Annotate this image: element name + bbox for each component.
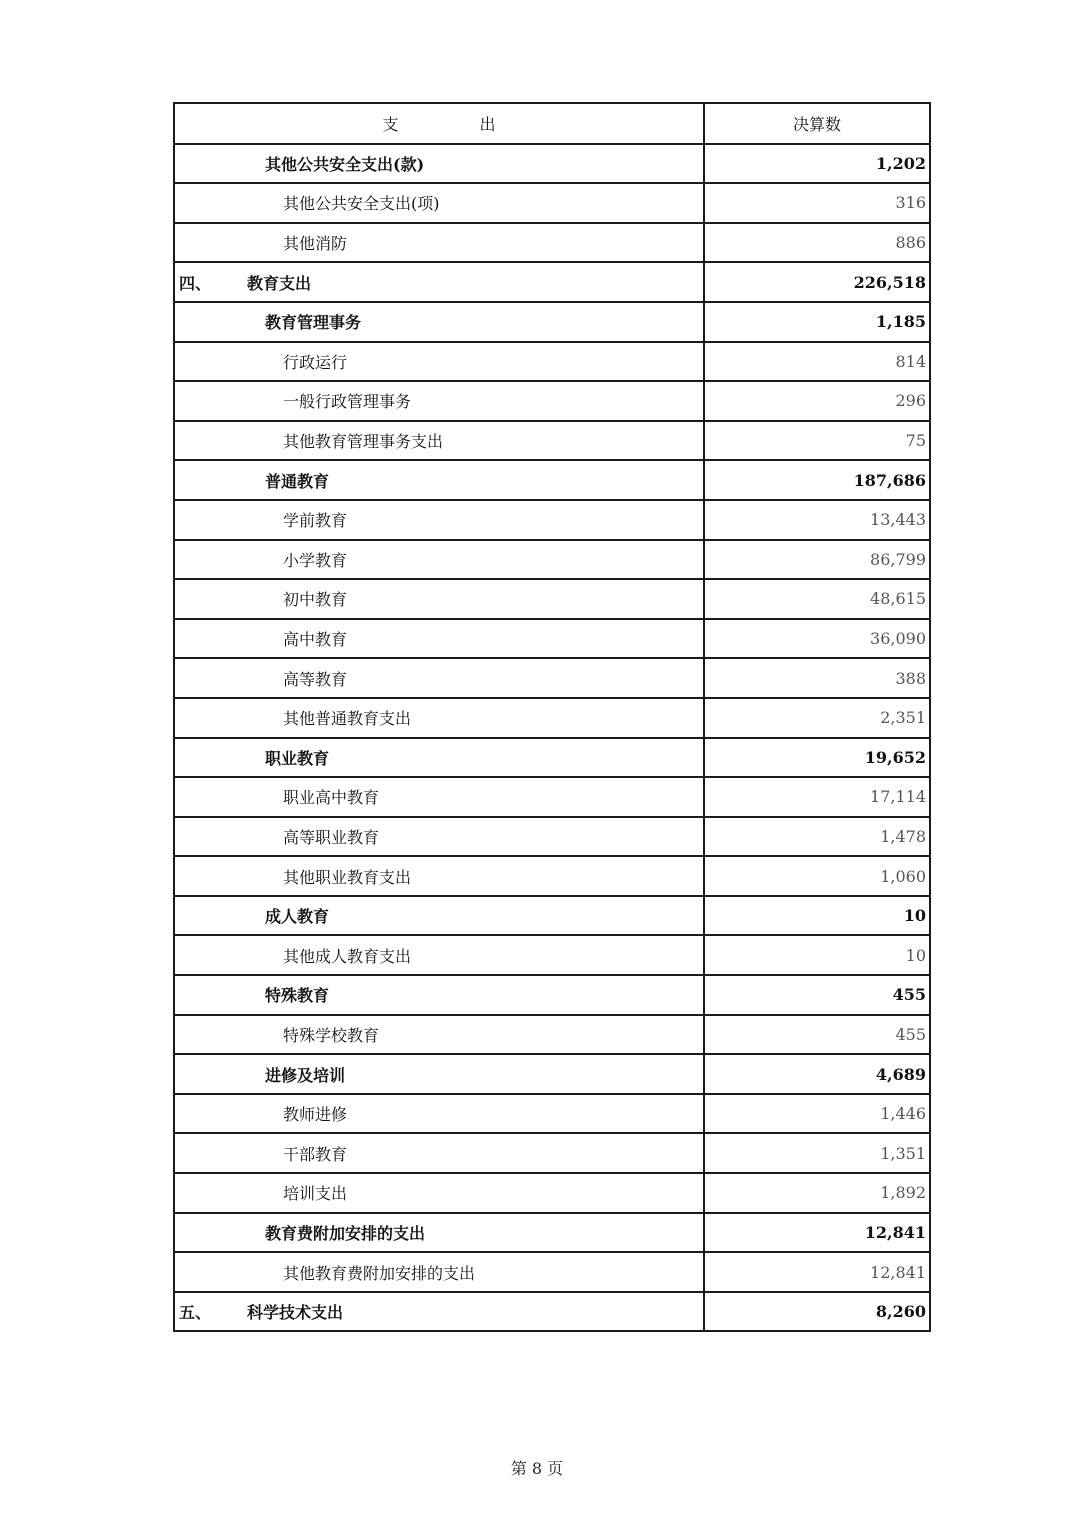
item-name-cell — [174, 302, 704, 342]
amount-cell: 12,841 — [704, 1252, 930, 1292]
item-name-cell — [174, 579, 704, 619]
item-name: 其他消防 — [283, 234, 348, 254]
item-name: 培训支出 — [283, 1184, 348, 1204]
item-name: 教师进修 — [283, 1105, 348, 1125]
table-row — [174, 223, 930, 263]
table-row — [174, 1252, 930, 1292]
table-row — [174, 1173, 930, 1213]
item-name: 教育管理事务 — [265, 313, 362, 333]
table-row — [174, 381, 930, 421]
item-name: 其他成人教育支出 — [283, 946, 412, 966]
amount-cell: 455 — [704, 1015, 930, 1055]
item-name-cell — [174, 1094, 704, 1134]
item-name: 高中教育 — [283, 630, 348, 650]
item-name: 其他普通教育支出 — [283, 709, 412, 729]
amount-cell: 2,351 — [704, 698, 930, 738]
item-name-cell — [174, 738, 704, 778]
table-row — [174, 935, 930, 975]
amount-cell: 17,114 — [704, 777, 930, 817]
item-name-cell — [174, 1292, 704, 1332]
item-name: 其他教育管理事务支出 — [283, 432, 444, 452]
amount-cell: 1,060 — [704, 856, 930, 896]
category-number: 五、 — [179, 1303, 212, 1323]
amount-cell: 1,892 — [704, 1173, 930, 1213]
amount-cell: 75 — [704, 421, 930, 461]
amount-cell: 48,615 — [704, 579, 930, 619]
item-name-cell — [174, 1173, 704, 1213]
item-name: 初中教育 — [283, 590, 348, 610]
table-row — [174, 1054, 930, 1094]
item-name-cell — [174, 540, 704, 580]
table-row — [174, 1292, 930, 1332]
item-name: 其他教育费附加安排的支出 — [283, 1263, 476, 1283]
table-row — [174, 302, 930, 342]
item-name: 普通教育 — [265, 471, 330, 491]
item-name: 成人教育 — [265, 907, 330, 927]
amount-cell: 1,351 — [704, 1133, 930, 1173]
table-row — [174, 975, 930, 1015]
amount-cell: 10 — [704, 935, 930, 975]
item-name-cell — [174, 342, 704, 382]
item-name-cell — [174, 935, 704, 975]
item-name-cell — [174, 183, 704, 223]
table-row — [174, 460, 930, 500]
amount-cell: 86,799 — [704, 540, 930, 580]
item-name: 特殊教育 — [265, 986, 330, 1006]
item-name: 其他公共安全支出(项) — [283, 194, 440, 214]
item-name: 教育支出 — [247, 273, 312, 293]
amount-cell: 388 — [704, 658, 930, 698]
amount-cell: 12,841 — [704, 1213, 930, 1253]
amount-cell: 10 — [704, 896, 930, 936]
item-name-cell — [174, 500, 704, 540]
item-name-cell — [174, 1252, 704, 1292]
amount-cell: 316 — [704, 183, 930, 223]
item-name-cell — [174, 975, 704, 1015]
item-name-cell — [174, 144, 704, 184]
table-header-row — [174, 103, 930, 144]
item-name-cell — [174, 381, 704, 421]
amount-cell: 1,478 — [704, 817, 930, 857]
amount-cell: 19,652 — [704, 738, 930, 778]
header-item-cell: 支 出 — [174, 103, 704, 144]
amount-cell: 455 — [704, 975, 930, 1015]
item-name: 进修及培训 — [265, 1065, 346, 1085]
item-name: 行政运行 — [283, 352, 348, 372]
item-name-cell — [174, 262, 704, 302]
item-name: 特殊学校教育 — [283, 1025, 380, 1045]
amount-cell: 226,518 — [704, 262, 930, 302]
item-name: 职业教育 — [265, 748, 330, 768]
item-name-cell — [174, 1213, 704, 1253]
table-row — [174, 619, 930, 659]
amount-cell: 1,185 — [704, 302, 930, 342]
item-name-cell — [174, 1015, 704, 1055]
amount-cell: 4,689 — [704, 1054, 930, 1094]
table-row — [174, 342, 930, 382]
item-name-cell — [174, 658, 704, 698]
item-name: 教育费附加安排的支出 — [265, 1223, 426, 1243]
item-name: 干部教育 — [283, 1144, 348, 1164]
table-row — [174, 1133, 930, 1173]
header-amount-cell: 决算数 — [704, 103, 930, 144]
item-name: 职业高中教育 — [283, 788, 380, 808]
table-row — [174, 540, 930, 580]
amount-cell: 1,446 — [704, 1094, 930, 1134]
item-name: 高等教育 — [283, 669, 348, 689]
amount-cell: 8,260 — [704, 1292, 930, 1332]
amount-cell: 36,090 — [704, 619, 930, 659]
item-name-cell — [174, 777, 704, 817]
amount-cell: 814 — [704, 342, 930, 382]
amount-cell: 1,202 — [704, 144, 930, 184]
item-name: 学前教育 — [283, 511, 348, 531]
table-row — [174, 698, 930, 738]
table-row — [174, 1213, 930, 1253]
table-row — [174, 262, 930, 302]
item-name: 其他职业教育支出 — [283, 867, 412, 887]
item-name-cell — [174, 223, 704, 263]
item-name: 其他公共安全支出(款) — [265, 154, 425, 174]
item-name: 科学技术支出 — [247, 1303, 344, 1323]
item-name-cell — [174, 896, 704, 936]
item-name: 小学教育 — [283, 550, 348, 570]
item-name-cell — [174, 619, 704, 659]
amount-cell: 886 — [704, 223, 930, 263]
item-name-cell — [174, 856, 704, 896]
page-number: 第 8 页 — [510, 1459, 564, 1478]
table-body — [174, 103, 930, 1331]
table-row — [174, 1094, 930, 1134]
amount-cell: 13,443 — [704, 500, 930, 540]
table-row — [174, 579, 930, 619]
amount-cell: 296 — [704, 381, 930, 421]
category-number: 四、 — [179, 273, 212, 293]
item-name: 一般行政管理事务 — [283, 392, 412, 412]
table-row — [174, 817, 930, 857]
table-row — [174, 738, 930, 778]
table-row — [174, 856, 930, 896]
table-row — [174, 421, 930, 461]
expenditure-table — [173, 102, 931, 1332]
item-name-cell — [174, 421, 704, 461]
table-row — [174, 658, 930, 698]
table-row — [174, 896, 930, 936]
table-row — [174, 500, 930, 540]
amount-cell: 187,686 — [704, 460, 930, 500]
item-name-cell — [174, 1054, 704, 1094]
table-row — [174, 183, 930, 223]
item-name-cell — [174, 817, 704, 857]
table-row — [174, 777, 930, 817]
item-name-cell — [174, 698, 704, 738]
item-name-cell — [174, 1133, 704, 1173]
table-row — [174, 144, 930, 184]
table-row — [174, 1015, 930, 1055]
item-name: 高等职业教育 — [283, 827, 380, 847]
item-name-cell — [174, 460, 704, 500]
